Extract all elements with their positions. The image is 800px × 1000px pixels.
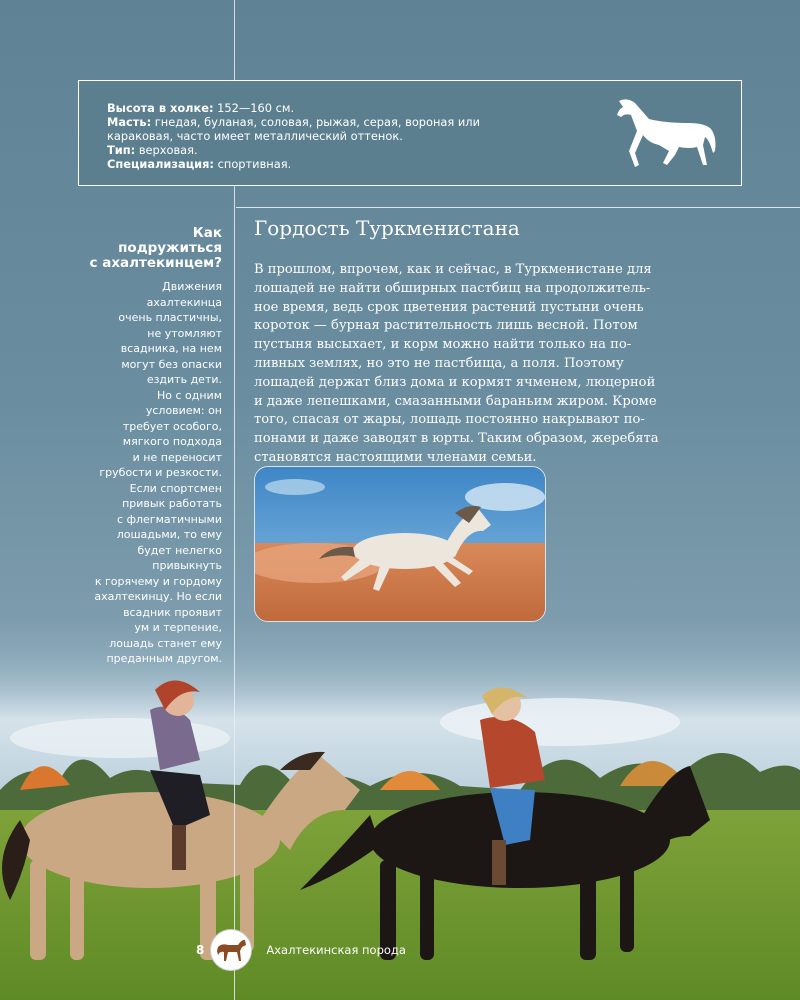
sidebar-text-line: всадник проявит [123,605,222,619]
article-line: короток — бурная растительность лишь весной. Потом [254,318,638,334]
article-body [254,261,744,468]
section-label: Ахалтекинская порода [266,943,406,957]
sidebar-text-line: ахалтекинцу. Но если [94,590,222,603]
color-value-line1: гнедая, буланая, соловая, рыжая, серая, вороная или [154,115,480,129]
sidebar-text-line: Но с одним [156,388,222,402]
title-divider [236,207,800,208]
sidebar-text-line: всадника, на нем [120,342,222,355]
sidebar-text-line: привыкнуть [152,559,222,572]
sidebar-text-line: ум и терпение, [134,621,222,634]
article-title: Гордость Туркменистана [254,216,520,240]
article-line: пустыня высыхает, и корм можно найти только на по- [254,337,632,353]
color-row-2 [107,129,480,143]
sidebar-text-line: Движения [162,280,222,293]
height-row [107,101,480,115]
sidebar-text-line: грубости и резкости. [99,466,222,479]
brown-horse-icon [210,929,252,971]
sidebar-text-line: привык работать [122,497,222,510]
sidebar-text-line: требует особого, [122,419,222,433]
sidebar-text-line: будет нелегко [137,543,222,557]
sidebar-text-line: очень пластичны, [118,311,222,324]
spec-label: Специализация: [107,157,214,171]
color-row [107,115,480,129]
sidebar-text-line: преданным другом. [106,652,222,665]
page-footer [196,930,406,970]
article-line: понами и даже заводят в юрты. Таким образом, жеребята [254,431,659,447]
sidebar-text-line: лошадь станет ему [109,636,222,650]
sidebar-note [62,226,222,667]
type-row [107,143,480,157]
sidebar-text-line: и не переносит [132,450,222,464]
article-line: лошадей не найти обширных пастбищ на продолжитель- [254,280,651,296]
white-horse-icon [609,93,721,173]
color-label: Масть: [107,115,152,129]
sidebar-text-line: могут без опаски [121,357,222,371]
sidebar-text-line: Если спортсмен [129,481,222,495]
sidebar-text-line: условием: он [145,404,222,417]
article-line: В прошлом, впрочем, как и сейчас, в Туркменистане для [254,262,652,277]
height-value: 152—160 см. [217,101,295,115]
sidebar-title [62,226,222,271]
page-number: 8 [196,943,205,957]
color-value-line2: караковая, часто имеет металлический оттенок. [107,129,403,143]
article-line: ное время, ведь срок цветения растений пустыни очень [254,299,644,315]
sidebar-text [62,279,222,667]
type-label: Тип: [107,143,136,157]
sidebar-text-line: ахалтекинца [146,295,222,309]
article-line: лошадей держат близ дома и кормят ячменем, люцерной [254,374,656,390]
article-line: становятся настоящими членами семьи. [254,449,537,465]
article-line: и даже лепешками, смазанными бараньим жиром. Кроме [254,393,657,409]
sidebar-title-line: с ахалтекинцем? [89,255,222,271]
sidebar-title-line: Как [192,225,222,241]
height-label: Высота в холке: [107,101,214,115]
sidebar-title-line: подружиться [118,240,222,256]
sidebar-text-line: мягкого подхода [122,435,222,448]
breed-info-box [78,80,742,186]
galloping-horse-photo [254,466,546,622]
sidebar-text-line: с флегматичными [117,512,222,526]
sidebar-text-line: к горячему и гордому [94,574,222,588]
sidebar-text-line: не утомляют [147,326,222,340]
spec-row [107,157,480,171]
spec-value: спортивная. [217,157,292,171]
type-value: верховая. [138,143,198,157]
breed-facts [107,101,480,171]
sidebar-text-line: ездить дети. [146,373,222,386]
article-line: того, спасая от жары, лошадь постоянно накрывают по- [254,412,645,428]
sidebar-text-line: лошадьми, то ему [116,528,222,541]
article-line: ливных землях, но это не пастбища, а поля. Поэтому [254,355,624,371]
